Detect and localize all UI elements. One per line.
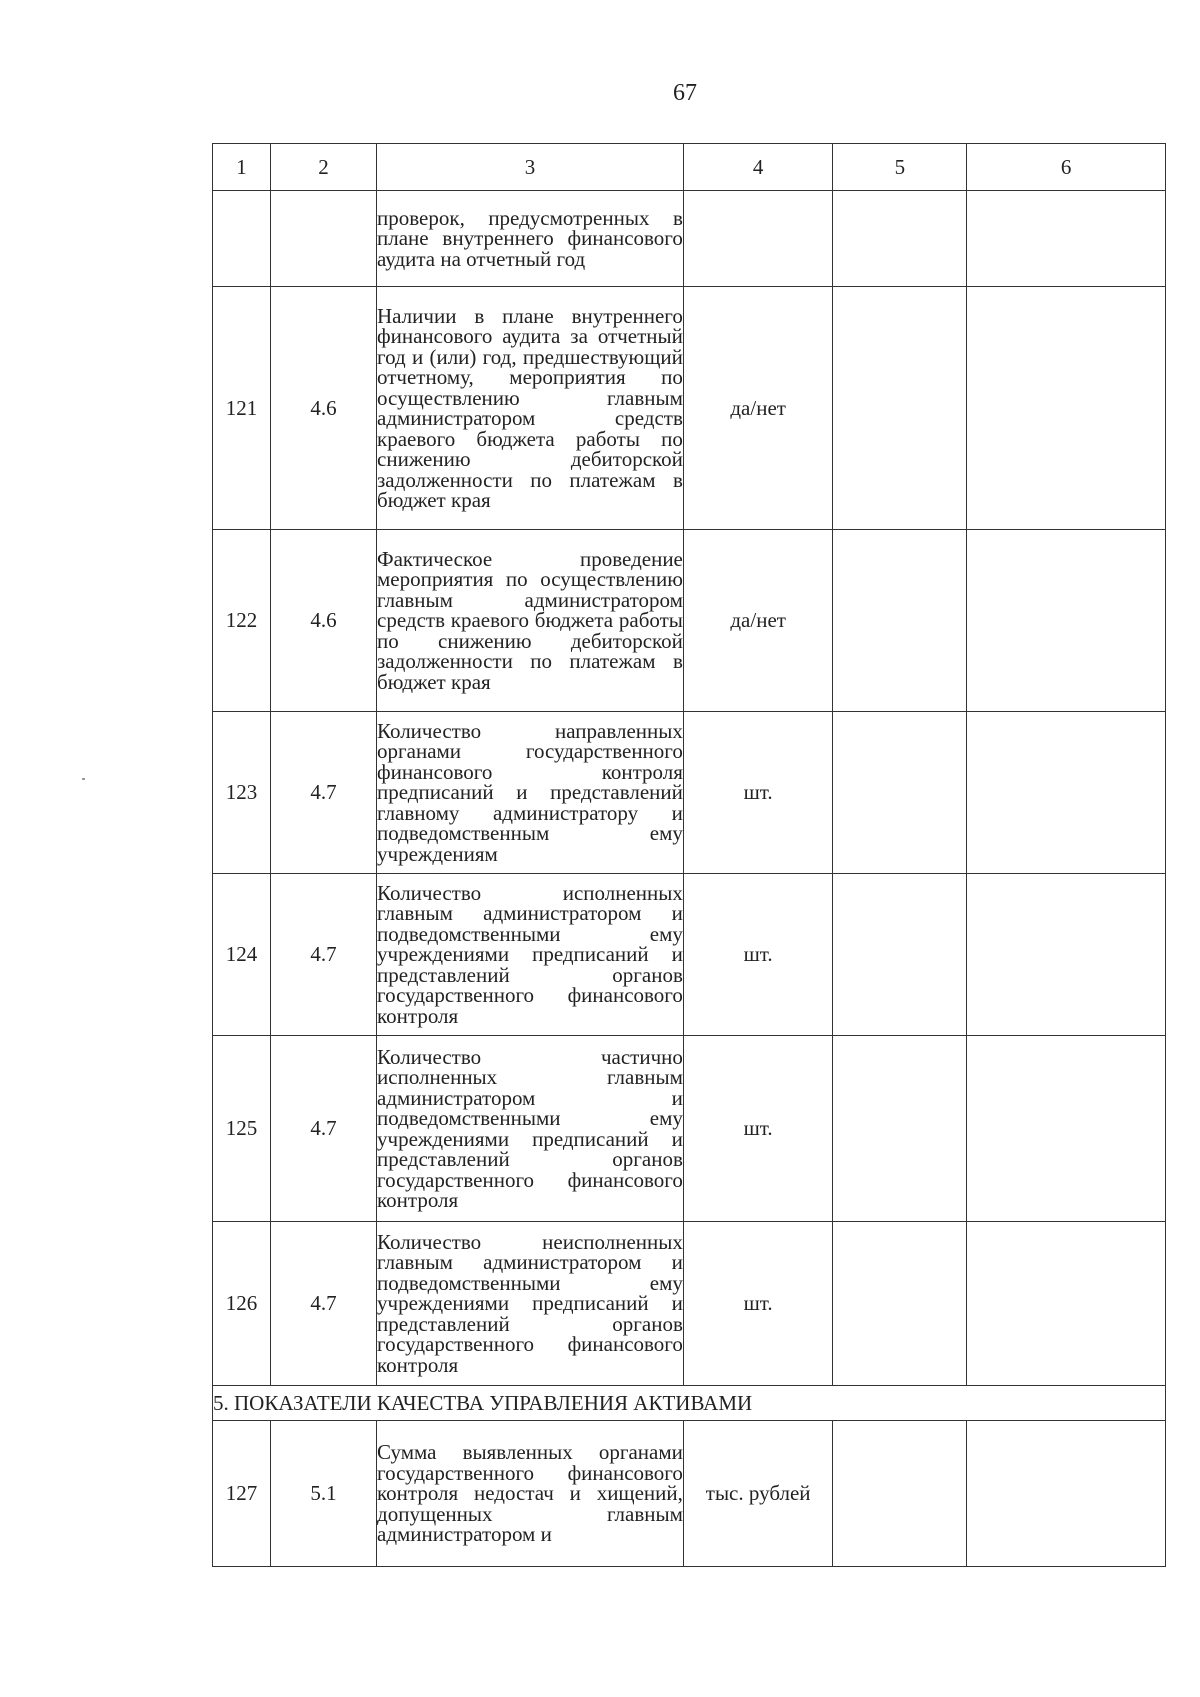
row-value-cell: [833, 712, 967, 874]
row-value-cell: [833, 1222, 967, 1386]
row-unit-cell: тыс. рублей: [683, 1421, 833, 1567]
row-value-cell: [833, 1036, 967, 1222]
scan-speck: [82, 778, 85, 780]
row-number-cell: 123: [213, 712, 271, 874]
row-code-cell: 4.7: [271, 874, 377, 1036]
row-value-cell: [833, 530, 967, 712]
row-unit-cell: шт.: [683, 874, 833, 1036]
section-title: 5. ПОКАЗАТЕЛИ КАЧЕСТВА УПРАВЛЕНИЯ АКТИВАМИ: [213, 1386, 1166, 1421]
row-code-cell: 4.7: [271, 712, 377, 874]
row-value-cell: [833, 1421, 967, 1567]
row-value-cell: [833, 191, 967, 287]
row-description-cell: Количество направленных органами государственного финансового контроля предписаний и представлений главному администратору и подведомственным ему учреждениям: [377, 712, 684, 874]
table-row: [213, 287, 1166, 530]
row-value-cell: [833, 874, 967, 1036]
row-value-cell: [967, 191, 1166, 287]
table-row: [213, 712, 1166, 874]
row-description-cell: Наличии в плане внутреннего финансового аудита за отчетный год и (или) год, предшествующий отчетному, мероприятия по осуществлению главным администратором средств краевого бюджета работы по снижению дебиторской задолженности по платежам в бюджет края: [377, 287, 684, 530]
row-code-cell: 4.6: [271, 287, 377, 530]
row-code-cell: [271, 191, 377, 287]
row-unit-cell: да/нет: [683, 287, 833, 530]
row-unit-cell: шт.: [683, 1036, 833, 1222]
row-description-cell: Фактическое проведение мероприятия по осуществлению главным администратором средств краевого бюджета работы по снижению дебиторской задолженности по платежам в бюджет края: [377, 530, 684, 712]
header-cell: 6: [967, 144, 1166, 191]
row-number-cell: 121: [213, 287, 271, 530]
section-heading-row: [213, 1386, 1166, 1421]
row-description-cell: Количество частично исполненных главным администратором и подведомственными ему учреждениями предписаний и представлений органов государственного финансового контроля: [377, 1036, 684, 1222]
row-value-cell: [967, 1036, 1166, 1222]
row-number-cell: 124: [213, 874, 271, 1036]
table-row: [213, 1421, 1166, 1567]
table-row: [213, 1222, 1166, 1386]
row-description-cell: проверок, предусмотренных в плане внутреннего финансового аудита на отчетный год: [377, 191, 684, 287]
row-number-cell: 126: [213, 1222, 271, 1386]
header-cell: 2: [271, 144, 377, 191]
row-code-cell: 4.7: [271, 1222, 377, 1386]
row-unit-cell: [683, 191, 833, 287]
row-value-cell: [967, 712, 1166, 874]
row-value-cell: [967, 287, 1166, 530]
row-code-cell: 4.7: [271, 1036, 377, 1222]
row-value-cell: [833, 287, 967, 530]
row-description-cell: Количество неисполненных главным администратором и подведомственными ему учреждениями предписаний и представлений органов государственного финансового контроля: [377, 1222, 684, 1386]
row-number-cell: 125: [213, 1036, 271, 1222]
row-value-cell: [967, 1222, 1166, 1386]
row-value-cell: [967, 874, 1166, 1036]
page-number: 67: [673, 80, 697, 106]
row-number-cell: 122: [213, 530, 271, 712]
header-cell: 3: [377, 144, 684, 191]
header-cell: 5: [833, 144, 967, 191]
table-header-row: [213, 144, 1166, 191]
header-cell: 1: [213, 144, 271, 191]
row-unit-cell: шт.: [683, 712, 833, 874]
row-code-cell: 4.6: [271, 530, 377, 712]
row-description-cell: Сумма выявленных органами государственного финансового контроля недостач и хищений, допущенных главным администратором и: [377, 1421, 684, 1567]
row-unit-cell: да/нет: [683, 530, 833, 712]
row-value-cell: [967, 530, 1166, 712]
row-unit-cell: шт.: [683, 1222, 833, 1386]
table-row: [213, 530, 1166, 712]
row-code-cell: 5.1: [271, 1421, 377, 1567]
row-number-cell: [213, 191, 271, 287]
table-row-continued: [213, 191, 1166, 287]
header-cell: 4: [683, 144, 833, 191]
row-value-cell: [967, 1421, 1166, 1567]
indicators-table: [212, 143, 1166, 1567]
row-number-cell: 127: [213, 1421, 271, 1567]
row-description-cell: Количество исполненных главным администратором и подведомственными ему учреждениями предписаний и представлений органов государственного финансового контроля: [377, 874, 684, 1036]
table-row: [213, 874, 1166, 1036]
table-row: [213, 1036, 1166, 1222]
